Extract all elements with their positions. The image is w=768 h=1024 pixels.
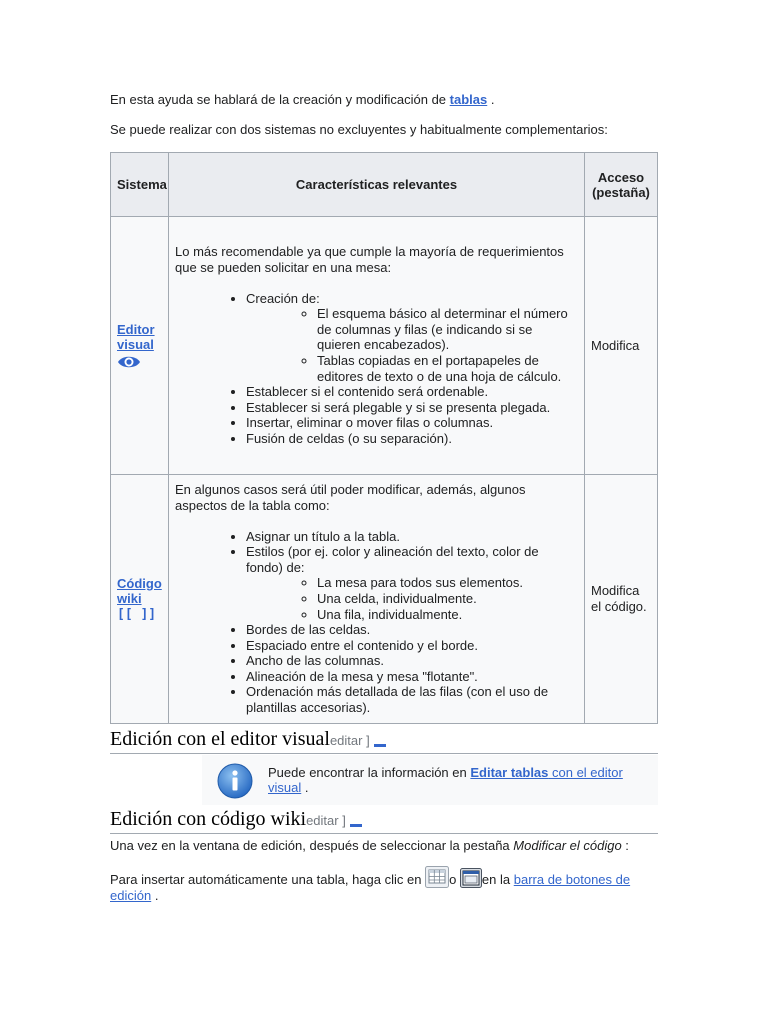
paragraph-text-or: o (449, 872, 460, 887)
list-item: ◦ El esquema básico al determinar el número de columnas y filas (e indicando si se quieren encabezados). (317, 306, 578, 353)
header-acceso: Acceso (pestaña) (585, 153, 658, 217)
tab-name-emphasis: Modificar el código (513, 838, 622, 853)
paragraph-text-end: : (621, 838, 629, 853)
features-cell (169, 217, 585, 475)
table-button-icon[interactable] (425, 866, 449, 888)
eye-icon[interactable] (117, 354, 141, 370)
sub-list (246, 306, 578, 384)
tablas-link[interactable]: tablas (449, 92, 488, 107)
table-window-button-icon[interactable] (460, 868, 482, 888)
features-list (175, 291, 578, 447)
list-item: • Asignar un título a la tabla. (246, 529, 578, 545)
list-item: • Establecer si el contenido será ordenable. (246, 384, 578, 400)
list-item: ◦ Una fila, individualmente. (317, 607, 578, 623)
access-cell: Modifica el código. (585, 475, 658, 724)
paragraph-text: Para insertar automáticamente una tabla, haga clic en (110, 872, 426, 887)
list-item: ◦ La mesa para todos sus elementos. (317, 575, 578, 591)
intro-text-end: . (487, 92, 495, 107)
list-item: ◦ Una celda, individualmente. (317, 591, 578, 607)
list-item: • Espaciado entre el contenido y el borde. (246, 638, 578, 654)
comparison-table (110, 152, 658, 724)
section-heading-editor-visual (110, 727, 658, 754)
intro-text: En esta ayuda se hablará de la creación y modificación de (110, 92, 450, 107)
codigo-wiki-link[interactable]: Código wiki (117, 575, 162, 606)
editor-visual-link[interactable]: Editor visual (117, 321, 155, 352)
list-item: • Alineación de la mesa y mesa "flotante". (246, 669, 578, 685)
header-sistema: Sistema (111, 153, 169, 217)
system-cell (111, 475, 169, 724)
wiki-paragraph-1 (110, 838, 658, 854)
table-row (111, 475, 658, 724)
wiki-paragraph-2 (110, 866, 658, 904)
list-item: • Insertar, eliminar o mover filas o columnas. (246, 415, 578, 431)
info-icon (217, 763, 253, 799)
access-cell: Modifica (585, 217, 658, 475)
sub-list (246, 575, 578, 622)
section-heading-codigo-wiki (110, 807, 658, 834)
system-cell (111, 217, 169, 475)
edit-section-link[interactable]: editar ] (306, 813, 346, 828)
list-item-text: Creación de: (246, 290, 320, 306)
wiki-brackets-icon[interactable]: [[ ]] (117, 606, 157, 622)
info-note-text (268, 765, 648, 795)
note-link-rest: con el editor visual (268, 765, 623, 795)
note-text-end: . (301, 780, 309, 795)
intro-paragraph-2: Se puede realizar con dos sistemas no excluyentes y habitualmente complementarios: (110, 122, 608, 137)
section-title: Edición con el editor visual (110, 728, 330, 750)
intro-paragraph-1 (110, 92, 658, 108)
paragraph-text: Una vez en la ventana de edición, después de seleccionar la pestaña (110, 838, 514, 853)
paragraph-text-end: . (151, 888, 159, 903)
features-intro: Lo más recomendable ya que cumple la mayoría de requerimientos que se pueden solicitar en una mesa: (175, 244, 564, 276)
features-list (175, 529, 578, 716)
features-cell (169, 475, 585, 724)
edit-marker-icon (374, 744, 386, 747)
list-item (246, 544, 578, 622)
section-title: Edición con código wiki (110, 808, 307, 830)
table-header-row (111, 153, 658, 217)
edit-section-link[interactable]: editar ] (329, 733, 370, 748)
table-row (111, 217, 658, 475)
barra-botones-link[interactable]: barra de botones de edición (110, 872, 631, 903)
list-item: • Ancho de las columnas. (246, 653, 578, 669)
note-text: Puede encontrar la información en (268, 765, 471, 780)
list-item: • Ordenación más detallada de las filas (con el uso de plantillas accesorias). (246, 684, 578, 715)
list-item-text: Estilos (por ej. color y alineación del texto, color de fondo) de: (246, 544, 539, 575)
list-item (246, 291, 578, 385)
list-item: • Fusión de celdas (o su separación). (246, 431, 578, 447)
info-note (202, 755, 658, 805)
list-item: • Bordes de las celdas. (246, 622, 578, 638)
edit-marker-icon (350, 824, 362, 827)
note-link-bold: Editar tablas (470, 765, 549, 780)
list-item: ◦ Tablas copiadas en el portapapeles de editores de texto o de una hoja de cálculo. (317, 353, 578, 384)
features-intro: En algunos casos será útil poder modificar, además, algunos aspectos de la tabla como: (175, 482, 526, 513)
header-caracteristicas: Características relevantes (169, 153, 585, 217)
paragraph-text-mid: en la (481, 872, 514, 887)
list-item: • Establecer si será plegable y si se presenta plegada. (246, 400, 578, 416)
